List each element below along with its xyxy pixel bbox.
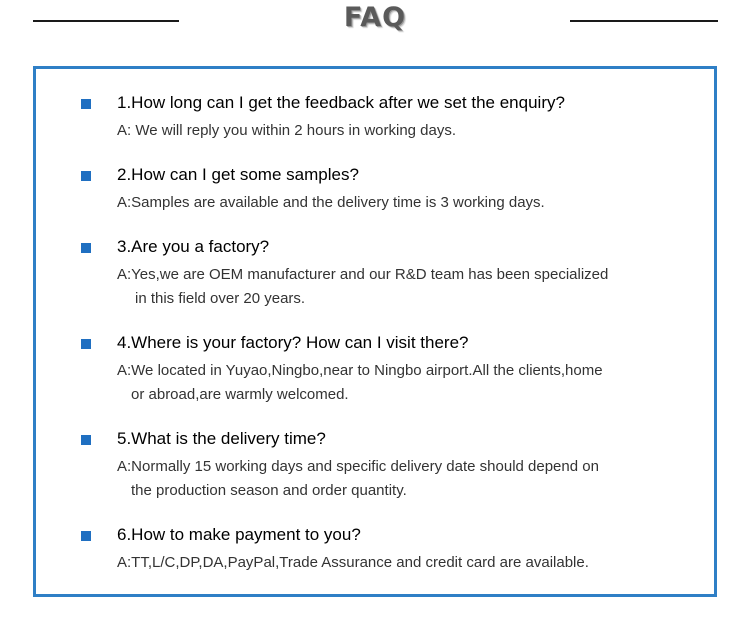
faq-question: 5.What is the delivery time?: [117, 429, 326, 448]
faq-answer-line: the production season and order quantity.: [131, 482, 407, 499]
faq-answer: [117, 551, 589, 575]
faq-answer-line: A:Samples are available and the delivery time is 3 working days.: [117, 194, 545, 211]
faq-question: 1.How long can I get the feedback after we set the enquiry?: [117, 93, 565, 112]
header-rule-right: [570, 20, 718, 22]
square-bullet-icon: [81, 243, 91, 253]
faq-answer-line: or abroad,are warmly welcomed.: [131, 386, 349, 403]
faq-answer-line: A:Normally 15 working days and specific delivery date should depend on: [117, 458, 599, 475]
faq-question: 3.Are you a factory?: [117, 237, 270, 256]
faq-answer: [117, 455, 599, 503]
faq-answer: [117, 359, 603, 407]
faq-answer: [117, 191, 545, 215]
faq-answer-line: A: We will reply you within 2 hours in working days.: [117, 122, 457, 139]
faq-box: [33, 66, 717, 597]
page-title: FAQ: [343, 2, 407, 33]
faq-question: 6.How to make payment to you?: [117, 525, 361, 544]
square-bullet-icon: [81, 171, 91, 181]
faq-question: 4.Where is your factory? How can I visit there?: [117, 333, 469, 352]
faq-answer-line: A:We located in Yuyao,Ningbo,near to Ningbo airport.All the clients,home: [117, 362, 603, 379]
faq-question: 2.How can I get some samples?: [117, 165, 359, 184]
square-bullet-icon: [81, 99, 91, 109]
faq-answer-line: A:Yes,we are OEM manufacturer and our R&D team has been specialized: [117, 266, 609, 283]
square-bullet-icon: [81, 435, 91, 445]
faq-answer-line: A:TT,L/C,DP,DA,PayPal,Trade Assurance and credit card are available.: [117, 554, 589, 571]
faq-answer-line: in this field over 20 years.: [135, 290, 306, 307]
square-bullet-icon: [81, 531, 91, 541]
faq-answer: [117, 119, 456, 143]
square-bullet-icon: [81, 339, 91, 349]
faq-answer: [117, 263, 608, 311]
